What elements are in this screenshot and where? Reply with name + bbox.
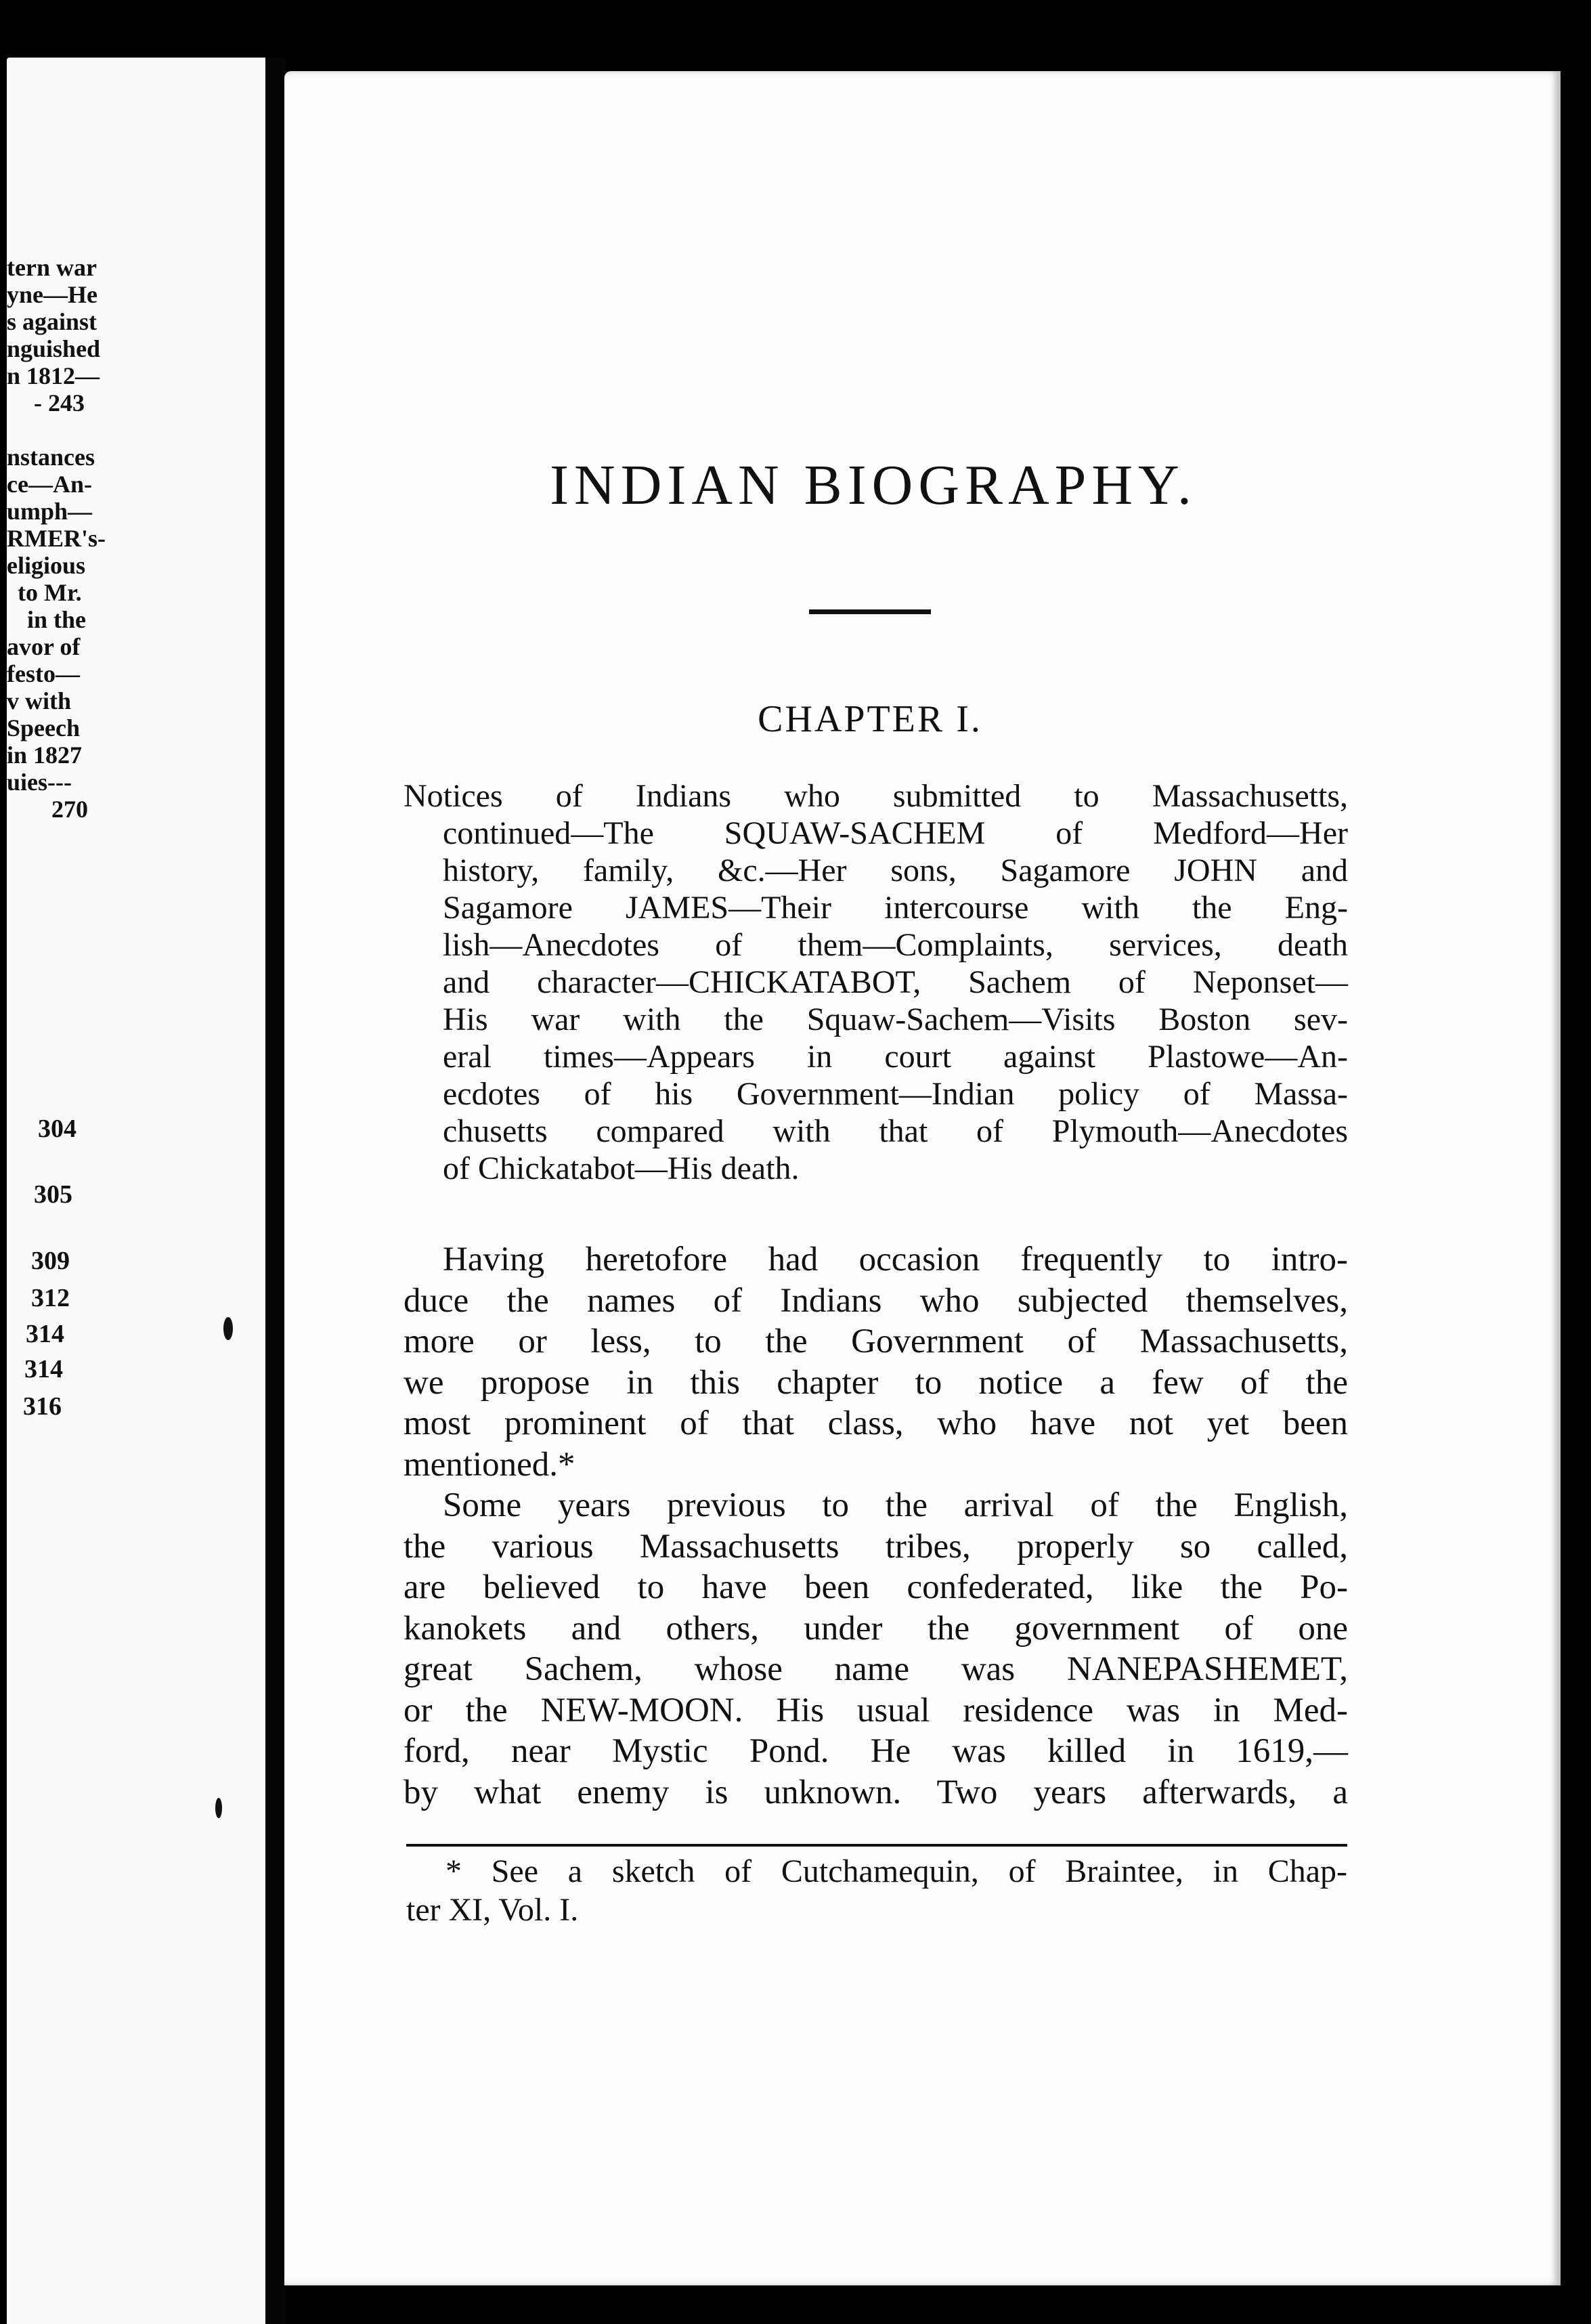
left-line: s against <box>7 308 97 335</box>
book-gutter <box>265 58 286 2324</box>
body-line: we propose in this chapter to notice a few of the <box>404 1363 1348 1402</box>
body-line: are believed to have been confederated, like the Po- <box>404 1568 1348 1606</box>
title-rule <box>809 609 931 614</box>
page-number: 312 <box>31 1284 70 1312</box>
body-line: Some years previous to the arrival of the English, <box>443 1486 1348 1524</box>
summary-line: history, family, &c.—Her sons, Sagamore JOHN and <box>443 853 1348 888</box>
body-line: more or less, to the Government of Massachusetts, <box>404 1322 1348 1360</box>
left-line: umph— <box>7 498 93 525</box>
body-line: Having heretofore had occasion frequently to intro- <box>443 1241 1348 1278</box>
left-line: Speech <box>7 714 80 741</box>
left-line: v with <box>7 687 72 714</box>
left-line: avor of <box>7 633 81 660</box>
left-line: nstances <box>7 444 95 471</box>
body-text <box>404 1239 1348 1813</box>
footnote-line: * See a sketch of Cutchamequin, of Braintee, in Chap- <box>445 1853 1347 1889</box>
summary-line: Sagamore JAMES—Their intercourse with the Eng- <box>443 890 1348 926</box>
page-number: 309 <box>31 1247 70 1275</box>
left-line: ce—An- <box>7 471 92 498</box>
footnote-line: ter XI, Vol. I. <box>406 1892 579 1928</box>
body-line: most prominent of that class, who have not yet been <box>404 1404 1348 1442</box>
left-line-gap <box>7 416 142 444</box>
summary-line: and character—CHICKATABOT, Sachem of Neponset— <box>443 964 1348 1000</box>
summary-line: lish—Anecdotes of them—Complaints, services, death <box>443 927 1348 963</box>
left-line: eligious <box>7 552 86 579</box>
running-title: INDIAN BIOGRAPHY. <box>550 454 1197 517</box>
chapter-summary <box>404 777 1348 1187</box>
left-line: yne—He <box>7 281 97 308</box>
page-number: 314 <box>24 1355 63 1383</box>
summary-line: chusetts compared with that of Plymouth—Anecdotes <box>443 1113 1348 1149</box>
ink-speck <box>215 1798 222 1818</box>
summary-line: of Chickatabot—His death. <box>443 1150 800 1186</box>
body-line: great Sachem, whose name was NANEPASHEMET, <box>404 1650 1348 1688</box>
left-page-text-fragments <box>7 254 142 823</box>
body-line: mentioned.* <box>404 1445 575 1484</box>
left-line: RMER's- <box>7 525 106 552</box>
footnote <box>406 1852 1347 1929</box>
body-line: or the NEW-MOON. His usual residence was in Med- <box>404 1691 1348 1729</box>
summary-line: ecdotes of his Government—Indian policy of Massa- <box>443 1076 1348 1112</box>
page-number: 316 <box>23 1392 62 1421</box>
body-line: kanokets and others, under the government of one <box>404 1609 1348 1648</box>
chapter-heading: CHAPTER I. <box>758 698 982 740</box>
left-line: in the <box>27 606 87 633</box>
body-line: by what enemy is unknown. Two years afterwards, a <box>404 1773 1348 1811</box>
left-line: in 1827 <box>7 741 83 769</box>
body-line: the various Massachusetts tribes, properly so called, <box>404 1527 1348 1566</box>
body-line: ford, near Mystic Pond. He was killed in 1619,— <box>404 1732 1348 1770</box>
left-line: uies--- <box>7 769 72 796</box>
left-line: - 243 <box>34 389 85 416</box>
body-line: duce the names of Indians who subjected themselves, <box>404 1281 1348 1320</box>
ink-speck <box>223 1317 233 1340</box>
left-line: n 1812— <box>7 362 100 389</box>
summary-line: continued—The SQUAW-SACHEM of Medford—Her <box>443 815 1348 851</box>
left-line: tern war <box>7 254 97 281</box>
footnote-rule <box>406 1844 1347 1847</box>
page-number: 304 <box>38 1115 77 1143</box>
left-line: nguished <box>7 335 101 362</box>
page-number: 314 <box>26 1320 64 1348</box>
summary-line: eral times—Appears in court against Plastowe—An- <box>443 1039 1348 1075</box>
summary-line: His war with the Squaw-Sachem—Visits Boston sev- <box>443 1002 1348 1037</box>
page-number: 305 <box>34 1180 72 1209</box>
left-line: festo— <box>7 660 80 687</box>
left-line: to Mr. <box>18 579 82 606</box>
summary-line: Notices of Indians who submitted to Massachusetts, <box>404 778 1348 814</box>
left-line: 270 <box>51 796 88 823</box>
